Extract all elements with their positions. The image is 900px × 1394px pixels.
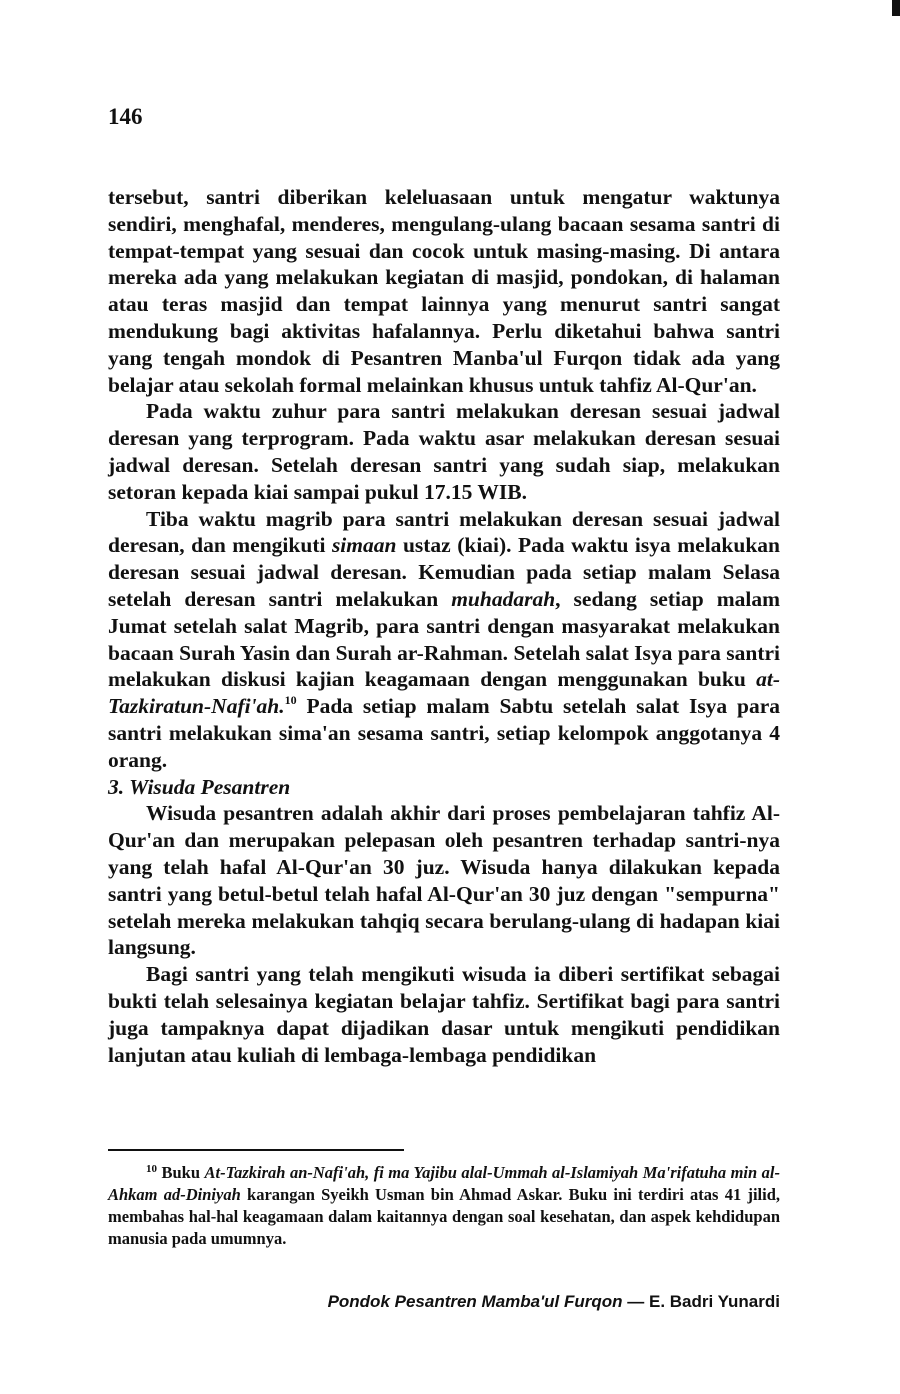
text-run: Bagi santri yang telah mengikuti wisuda ia diberi sertifikat sebagai bukti telah selesainya kegiatan belajar tahfiz. Sertifikat bagi para santri juga tampaknya dapat dijadikan dasar untuk mengikuti pendidikan lanjutan atau kuliah di lembaga-lembaga pendidikan [108,962,780,1067]
text-run: karangan Syeikh Usman bin Ahmad Askar. Buku ini terdiri atas 41 jilid, membahas hal-hal keagamaan dalam kaitannya dengan soal kesehatan, dan aspek kehdidupan manusia pada umumnya. [108,1185,781,1248]
paragraph [108,398,780,505]
text-run: tersebut, santri diberikan keleluasaan untuk mengatur waktunya sendiri, menghafal, menderes, mengulang-ulang bacaan sesama santri di tempat-tempat yang sesuai dan cocok untuk masing-masing. Di antara mereka ada yang melakukan kegiatan di masjid, pondokan, di halaman atau teras masjid dan tempat lainnya yang menurut santri sangat mendukung bagi aktivitas hafalannya. Perlu diketahui bahwa santri yang tengah mondok di Pesantren Manba'ul Furqon tidak ada yang belajar atau sekolah formal melainkan khusus untuk tahfiz Al-Qur'an. [108,185,780,397]
italic-term: simaan [331,533,397,558]
paragraph [108,961,780,1068]
text-run: Pada setiap malam Sabtu setelah salat Isya para santri melakukan sima'an sesama santri, setiap kelompok anggotanya 4 orang. [108,694,780,772]
main-paragraphs [108,184,780,774]
text-run: Pada waktu zuhur para santri melakukan deresan sesuai jadwal deresan yang terprogram. Pada waktu asar melakukan deresan sesuai jadwal deresan. Setelah deresan santri yang sudah siap, melakukan setoran kepada kiai sampai pukul 17.15 WIB. [108,399,780,504]
footnote-number: 10 [146,1163,157,1175]
section-paragraphs [108,800,780,1068]
text-run: Buku [157,1163,205,1182]
scan-corner-mark [892,0,900,16]
footer-author: E. Badri Yunardi [648,1292,780,1311]
footer-book-title: Pondok Pesantren Mamba'ul Furqon [327,1292,623,1311]
text-run: , sedang setiap malam Jumat setelah salat Magrib, para santri dengan masyarakat melakukan bacaan Surah Yasin dan Surah ar-Rahman. Setelah salat Isya para santri melakukan diskusi kajian keagamaan dengan menggunakan buku [108,586,780,692]
italic-term: at-Tazkiratun-Nafi'ah. [108,667,780,719]
page-number: 146 [108,104,143,129]
paragraph [108,506,780,774]
section-heading [108,774,780,801]
footnote-divider [108,1149,404,1151]
footer-separator: — [622,1292,649,1311]
footnote-reference: 10 [284,693,297,708]
section-number: 3. [108,774,125,799]
body-text [108,184,780,1068]
paragraph [108,800,780,961]
text-run: Wisuda pesantren adalah akhir dari proses pembelajaran tahfiz Al-Qur'an dan merupakan pelepasan oleh pesantren terhadap santri-nya yang telah hafal Al-Qur'an 30 juz. Wisuda hanya dilakukan kepada santri yang betul-betul telah hafal Al-Qur'an 30 juz dengan "sempurna" setelah mereka melakukan tahqiq secara berulang-ulang di hadapan kiai langsung. [108,801,780,960]
footnote-text [108,1163,780,1248]
text-run: Tiba waktu magrib para santri melakukan deresan sesuai jadwal deresan, dan mengikuti [108,506,780,558]
footnote [108,1162,780,1250]
italic-term: muhadarah [451,586,556,611]
running-footer [328,1292,780,1312]
section-title: Wisuda Pesantren [129,774,291,799]
italic-term: At-Tazkirah an-Nafi'ah, fi ma Yajibu alal-Ummah al-Islamiyah Ma'rifatuha min al-Ahkam ad-Diniyah [108,1163,780,1204]
paragraph [108,184,780,398]
text-run: ustaz (kiai). Pada waktu isya melakukan deresan sesuai jadwal deresan. Kemudian pada setiap malam Selasa setelah deresan santri melakukan [108,533,780,611]
